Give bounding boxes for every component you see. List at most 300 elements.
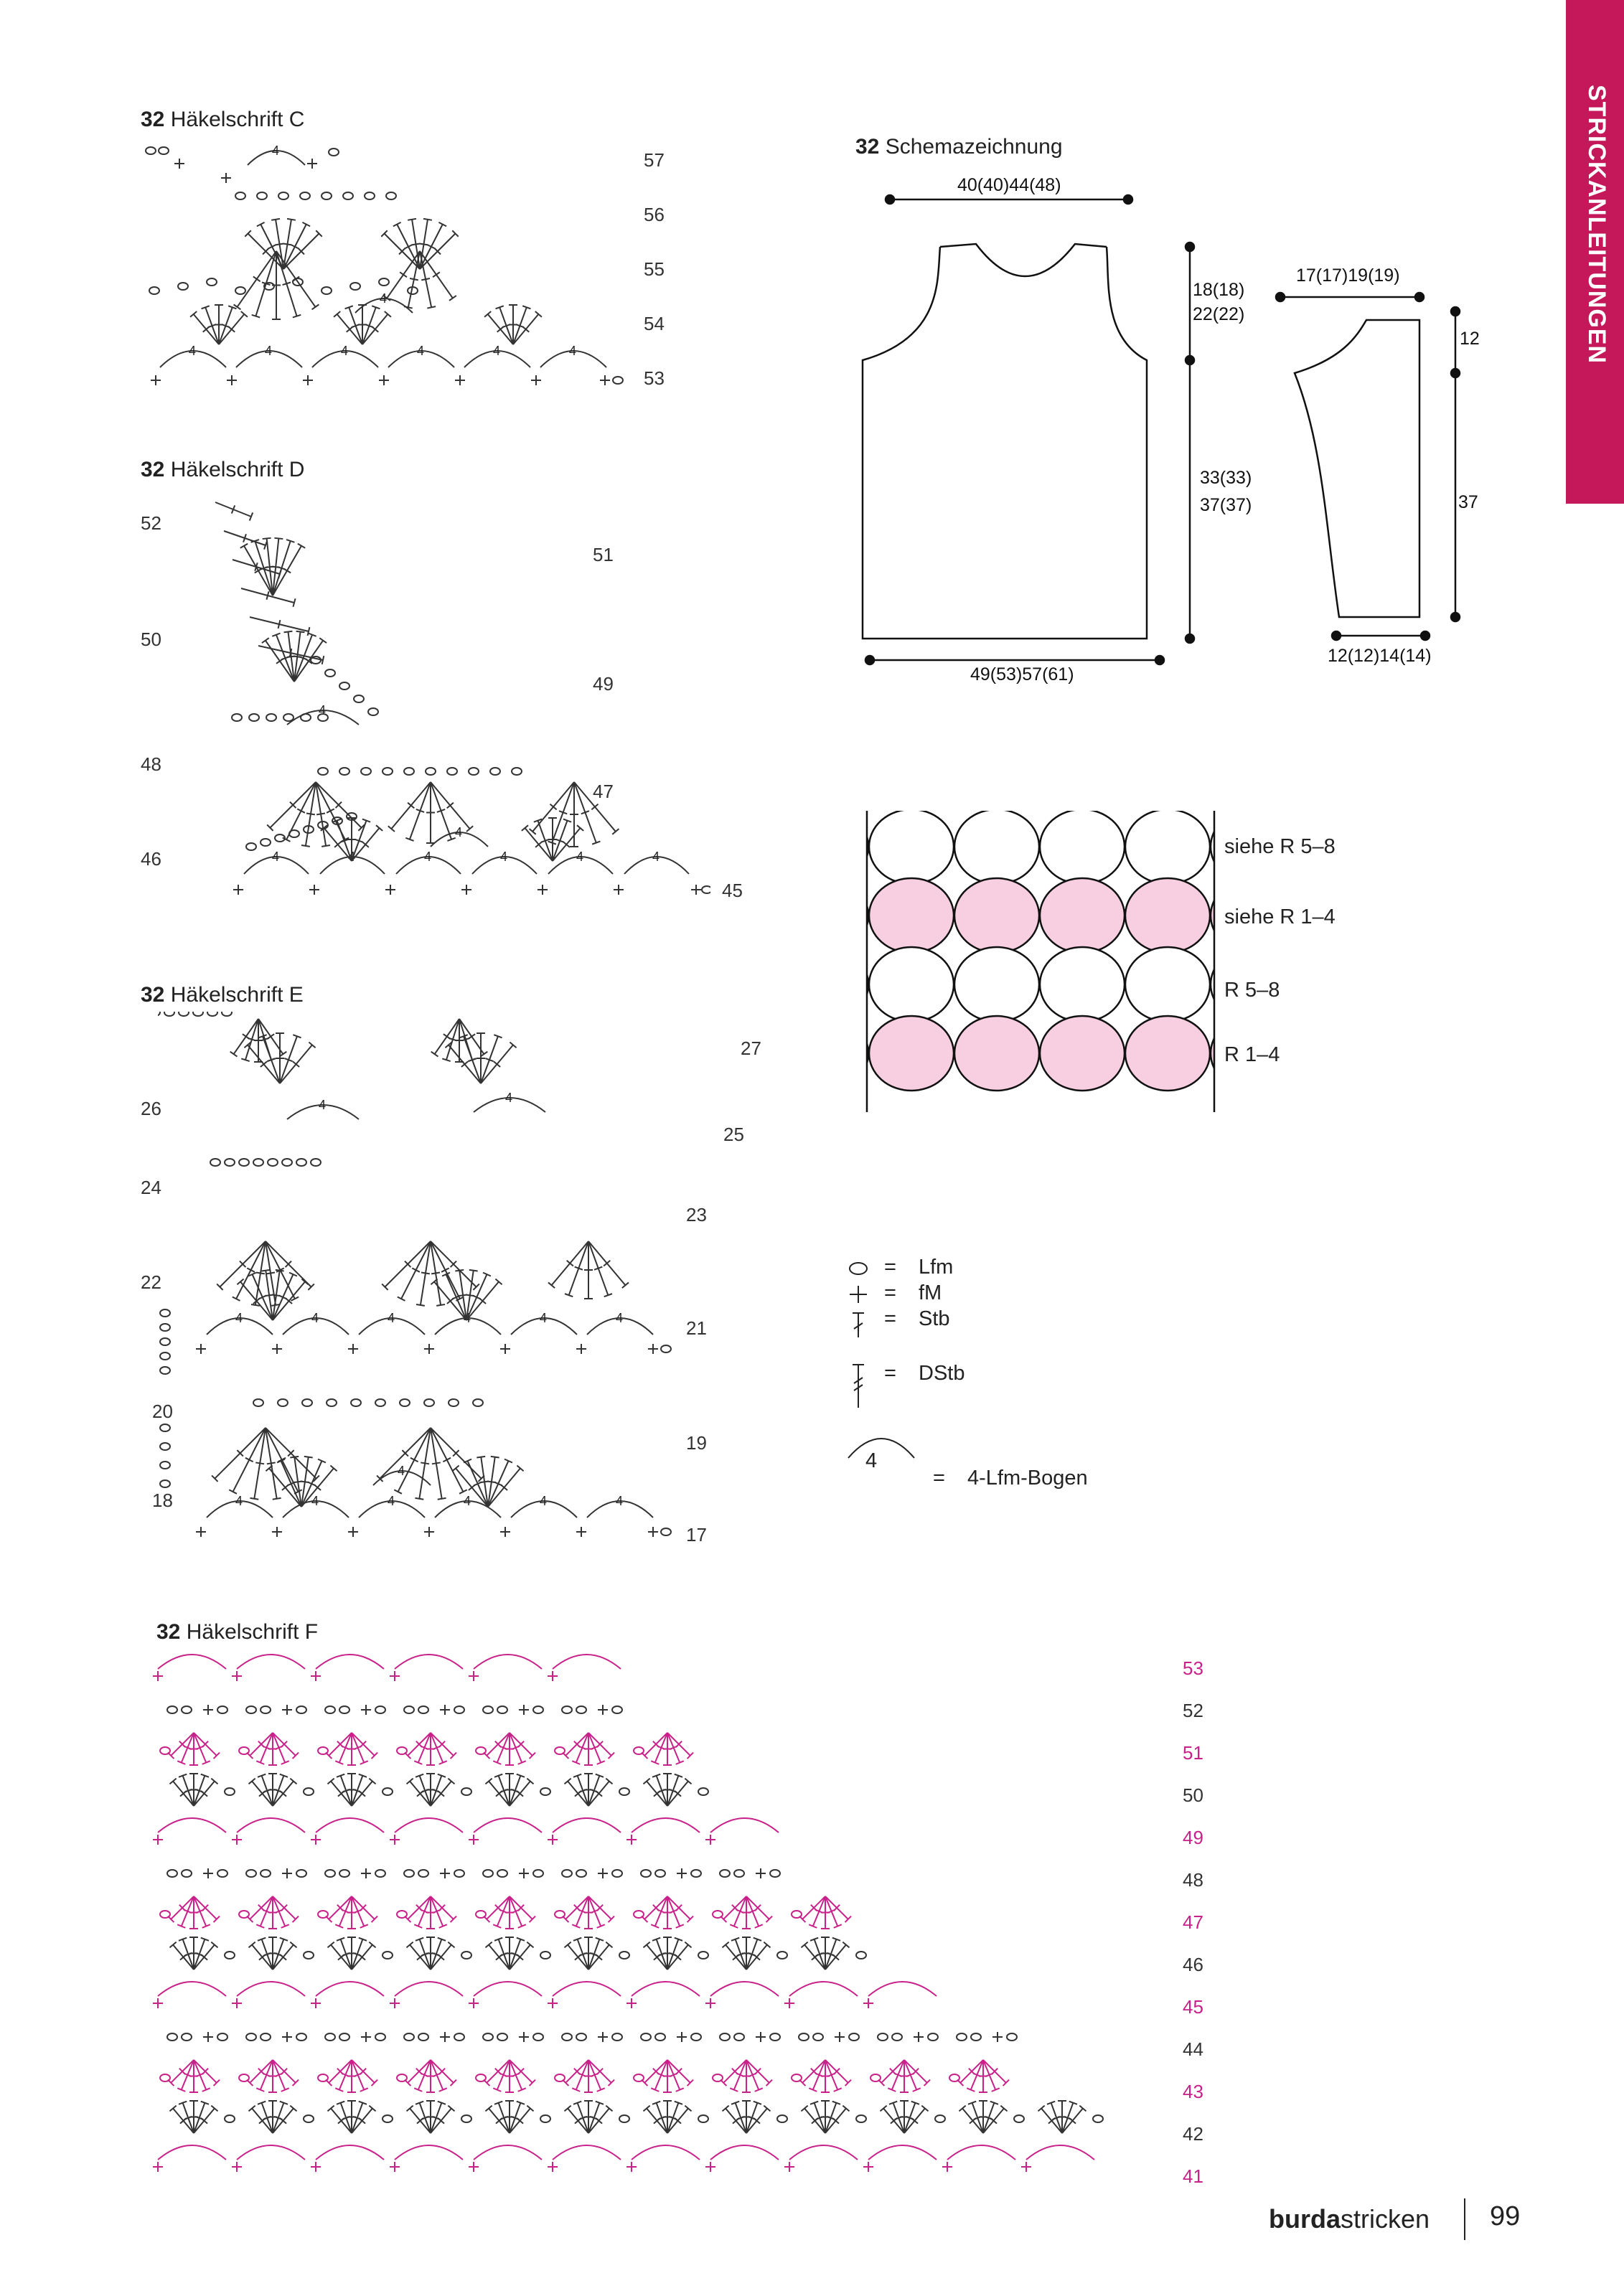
double-crochet-stitch	[825, 1896, 851, 1922]
chain-stitch	[217, 1870, 227, 1877]
double-crochet-stitch	[405, 1733, 431, 1759]
single-crochet-stitch	[469, 1671, 479, 1681]
chain-arc	[158, 2145, 226, 2160]
single-crochet-stitch	[303, 375, 313, 385]
chain-stitch	[351, 1399, 361, 1406]
double-crochet-stitch	[667, 1733, 693, 1759]
double-crochet-stitch	[667, 2060, 684, 2092]
arc-count: 4	[540, 1494, 548, 1508]
pattern-circle	[1125, 947, 1210, 1022]
arc-count: 4	[417, 344, 425, 358]
row-label: 20	[152, 1401, 173, 1422]
diagram-c-title: 32 Häkelschrift C	[141, 108, 305, 131]
chain-arc	[710, 1982, 779, 1996]
chain-arc	[395, 1655, 463, 1669]
chain-stitch	[576, 1870, 586, 1877]
chain-stitch	[512, 768, 522, 775]
double-crochet-stitch	[510, 2106, 534, 2133]
single-crochet-stitch	[626, 2162, 637, 2172]
double-crochet-stitch	[194, 1942, 218, 1970]
single-crochet-stitch	[379, 375, 389, 385]
chain-stitch	[361, 768, 371, 775]
row-label: 51	[593, 544, 614, 565]
double-crochet-stitch	[230, 1019, 258, 1057]
pattern-circle	[1040, 947, 1125, 1022]
row-label: 48	[1183, 1869, 1203, 1891]
double-crochet-stitch	[248, 1942, 273, 1970]
chain-stitch	[935, 2115, 945, 2122]
double-crochet-stitch	[746, 2060, 763, 2092]
chain-stitch	[217, 2033, 227, 2041]
single-crochet-stitch	[519, 1868, 529, 1878]
chain-stitch	[461, 1788, 471, 1795]
double-crochet-stitch	[194, 2060, 220, 2086]
legend-eq: =	[884, 1281, 896, 1304]
single-crochet-stitch	[691, 885, 701, 895]
chain-stitch	[424, 1399, 434, 1406]
double-crochet-stitch	[273, 1942, 297, 1970]
chain-stitch	[282, 1159, 292, 1166]
chain-stitch	[350, 283, 360, 290]
single-crochet-stitch	[705, 2162, 715, 2172]
chain-stitch	[232, 714, 242, 721]
chain-arc	[553, 2145, 621, 2160]
double-crochet-stitch	[485, 1779, 510, 1806]
single-crochet-stitch	[942, 2162, 952, 2172]
footer-divider	[1464, 2198, 1465, 2240]
single-crochet-stitch	[311, 2162, 321, 2172]
double-crochet-stitch	[510, 1733, 535, 1759]
double-crochet-stitch	[415, 1428, 431, 1500]
chain-stitch	[167, 1706, 177, 1713]
single-crochet-stitch	[598, 1705, 608, 1715]
single-crochet-stitch	[424, 1344, 434, 1354]
chain-stitch	[661, 1345, 671, 1352]
double-crochet-stitch	[957, 2060, 983, 2086]
arc-count: 4	[265, 344, 273, 358]
double-crochet-stitch	[316, 782, 330, 847]
chain-stitch	[555, 1747, 565, 1754]
double-crochet-stitch	[362, 311, 391, 344]
dim-body-len-1: 33(33)	[1200, 468, 1252, 488]
single-crochet-stitch	[174, 159, 184, 169]
chain-arc	[474, 1818, 542, 1832]
chain-stitch	[339, 682, 349, 690]
double-crochet-stitch	[273, 1896, 289, 1928]
arc-count: 4	[500, 850, 508, 864]
chain-arc	[237, 1818, 305, 1832]
single-crochet-stitch	[863, 1998, 873, 2008]
single-crochet-stitch	[614, 885, 624, 895]
chain-stitch	[283, 714, 294, 721]
chain-stitch	[856, 1952, 866, 1959]
double-crochet-stitch	[273, 1896, 299, 1922]
double-crochet-stitch	[431, 1896, 456, 1922]
chain-stitch	[160, 1324, 170, 1331]
chain-stitch	[483, 1870, 493, 1877]
chain-stitch	[576, 1706, 586, 1713]
double-crochet-stitch	[667, 1896, 684, 1928]
chain-stitch	[375, 1870, 385, 1877]
chain-stitch	[311, 1159, 321, 1166]
chain-stitch	[792, 1911, 802, 1918]
double-crochet-stitch	[564, 1779, 588, 1806]
double-crochet-stitch	[481, 1043, 517, 1083]
chain-stitch	[278, 192, 288, 199]
pattern-circle	[869, 878, 954, 953]
double-crochet-stitch	[194, 2106, 218, 2133]
double-crochet-stitch	[280, 1035, 301, 1083]
single-crochet-stitch	[756, 1868, 766, 1878]
chain-stitch	[239, 1747, 249, 1754]
arc-count: 4	[398, 1464, 405, 1478]
double-crochet-stitch	[212, 1428, 266, 1482]
diagram-e-title: 32 Häkelschrift E	[141, 983, 304, 1007]
double-crochet-stitch	[327, 1942, 352, 1970]
double-crochet-stitch	[327, 1779, 352, 1806]
pattern-label: siehe R 1–4	[1224, 905, 1336, 928]
double-crochet-stitch	[484, 311, 513, 344]
row-label: 42	[1183, 2123, 1203, 2145]
chain-stitch	[296, 1706, 306, 1713]
double-crochet-stitch	[431, 1019, 459, 1057]
chain-stitch	[469, 768, 479, 775]
single-crochet-stitch	[469, 1835, 479, 1845]
double-crochet-stitch	[431, 1779, 455, 1806]
double-crochet-stitch	[194, 1896, 220, 1922]
double-crochet-stitch	[904, 2106, 929, 2133]
chain-stitch	[698, 1952, 708, 1959]
chain-stitch	[257, 192, 267, 199]
legend-eq: =	[884, 1362, 896, 1385]
double-crochet-stitch	[983, 2106, 1008, 2133]
chain-stitch	[318, 2074, 328, 2081]
pattern-circle	[1040, 878, 1125, 953]
double-crochet-stitch	[799, 1896, 825, 1922]
double-crochet-stitch	[643, 2106, 667, 2133]
single-crochet-stitch	[600, 375, 610, 385]
double-crochet-stitch	[510, 1942, 534, 1970]
single-crochet-stitch	[153, 2162, 163, 2172]
chain-arc	[553, 1982, 621, 1996]
chain-stitch	[612, 2033, 622, 2041]
chain-stitch	[225, 1952, 235, 1959]
double-crochet-stitch	[194, 2060, 210, 2092]
double-crochet-stitch	[459, 1035, 481, 1083]
chain-stitch	[301, 714, 311, 721]
double-crochet-stitch	[530, 782, 574, 834]
chain-stitch	[849, 2033, 859, 2041]
double-crochet-stitch	[522, 825, 553, 861]
chain-stitch	[318, 1747, 328, 1754]
chain-stitch	[655, 2033, 665, 2041]
single-crochet-stitch	[1021, 2162, 1031, 2172]
chain-stitch	[225, 1159, 235, 1166]
chain-stitch	[533, 1870, 543, 1877]
chain-stitch	[182, 1706, 192, 1713]
chain-stitch	[160, 1911, 170, 1918]
double-crochet-stitch	[405, 1896, 431, 1922]
chain-stitch	[476, 1747, 486, 1754]
single-crochet-stitch	[576, 1527, 586, 1537]
single-crochet-stitch	[469, 2162, 479, 2172]
double-crochet-stitch	[273, 1779, 297, 1806]
chain-stitch	[164, 1012, 174, 1016]
diagram-d-chart	[172, 488, 710, 918]
double-crochet-stitch	[878, 2060, 904, 2086]
single-crochet-stitch	[626, 1998, 637, 2008]
double-crochet-stitch	[194, 1779, 218, 1806]
chain-stitch	[698, 1788, 708, 1795]
chain-stitch	[329, 149, 339, 156]
chain-stitch	[691, 2033, 701, 2041]
footer-brand: burdastricken	[1269, 2204, 1430, 2234]
chain-stitch	[246, 1706, 256, 1713]
single-crochet-stitch	[385, 885, 395, 895]
double-crochet-stitch	[588, 2106, 613, 2133]
chain-stitch	[661, 1528, 671, 1535]
row-label: 56	[644, 204, 665, 225]
double-crochet-stitch	[352, 2060, 368, 2092]
row-label: 47	[593, 781, 614, 802]
double-crochet-stitch	[983, 2060, 1009, 2086]
chain-arc	[316, 1655, 384, 1669]
double-crochet-stitch	[485, 1942, 510, 1970]
chain-stitch	[160, 1462, 170, 1469]
chain-stitch	[261, 839, 271, 846]
double-crochet-stitch	[280, 1043, 316, 1083]
double-crochet-stitch	[431, 2060, 456, 2086]
arc-count: 4	[616, 1494, 624, 1508]
chain-stitch	[225, 1788, 235, 1795]
chain-stitch	[261, 1870, 271, 1877]
dim-body-bottom: 49(53)57(61)	[970, 664, 1074, 684]
chain-arc	[158, 1982, 226, 1996]
double-crochet-stitch	[643, 1779, 667, 1806]
double-crochet-stitch	[194, 1733, 210, 1764]
chain-stitch	[777, 1952, 787, 1959]
chain-stitch	[368, 708, 378, 715]
chain-stitch	[382, 2115, 393, 2122]
double-crochet-stitch	[352, 2106, 376, 2133]
dim-body-top: 40(40)44(48)	[957, 175, 1061, 195]
double-crochet-stitch	[667, 1733, 684, 1764]
row-label: 53	[1183, 1657, 1203, 1679]
arc-count: 4	[319, 703, 327, 718]
dim-armhole-1: 18(18)	[1193, 280, 1245, 300]
diagram-c-chart	[140, 144, 642, 402]
single-crochet-stitch	[598, 1868, 608, 1878]
single-crochet-icon	[850, 1286, 867, 1303]
chain-stitch	[770, 2033, 780, 2041]
chain-stitch	[734, 1870, 744, 1877]
legend-eq: =	[933, 1467, 945, 1490]
chain-stitch	[225, 2115, 235, 2122]
chain-stitch	[397, 1747, 407, 1754]
chain-stitch	[734, 2033, 744, 2041]
single-crochet-stitch	[272, 1527, 282, 1537]
chain-stitch	[461, 2115, 471, 2122]
double-crochet-stitch	[326, 2060, 352, 2086]
chain-stitch	[321, 287, 332, 294]
chain-stitch	[476, 2074, 486, 2081]
double-crochet-stitch	[825, 2060, 851, 2086]
pattern-circle	[954, 809, 1039, 884]
double-crochet-stitch	[283, 219, 296, 269]
chain-stitch	[160, 1747, 170, 1754]
chain-arc	[868, 1982, 937, 1996]
chain-stitch	[386, 192, 396, 199]
single-crochet-stitch	[390, 1671, 400, 1681]
double-crochet-stitch	[667, 1942, 692, 1970]
arc-count: 4	[388, 1494, 395, 1508]
chain-stitch	[449, 1399, 459, 1406]
legend-label-dstb: DStb	[919, 1362, 965, 1385]
chain-stitch	[207, 1012, 217, 1016]
double-crochet-stitch	[169, 2106, 194, 2133]
chain-arc	[632, 1818, 700, 1832]
double-crochet-stitch	[431, 1428, 446, 1500]
single-crochet-stitch	[348, 1527, 358, 1537]
single-crochet-stitch	[548, 1671, 558, 1681]
row-label: 46	[1183, 1954, 1203, 1975]
chain-arc	[395, 1982, 463, 1996]
chain-stitch	[382, 1788, 393, 1795]
chain-stitch	[655, 1870, 665, 1877]
double-crochet-stitch	[510, 2060, 535, 2086]
double-crochet-stitch	[431, 1428, 484, 1482]
chain-stitch	[476, 1911, 486, 1918]
single-crochet-stitch	[348, 1344, 358, 1354]
row-label: 54	[644, 313, 665, 334]
pattern-label: R 5–8	[1224, 979, 1280, 1002]
single-crochet-stitch	[500, 1527, 510, 1537]
single-crochet-stitch	[153, 1998, 163, 2008]
chain-stitch	[483, 1706, 493, 1713]
double-crochet-stitch	[431, 1733, 447, 1764]
single-crochet-stitch	[361, 2032, 371, 2042]
arc-count: 4	[388, 1311, 395, 1325]
double-crochet-stitch	[825, 1942, 850, 1970]
chain-stitch	[339, 2033, 349, 2041]
chain-arc	[789, 2145, 858, 2160]
double-crochet-stitch	[904, 2060, 921, 2092]
chain-arc	[316, 1982, 384, 1996]
double-crochet-stitch	[247, 2060, 273, 2086]
single-crochet-stitch	[648, 1344, 658, 1354]
arc-count: 4	[272, 144, 280, 158]
double-crochet-stitch	[485, 2106, 510, 2133]
chain-stitch	[813, 2033, 823, 2041]
single-crochet-stitch	[232, 2162, 242, 2172]
dim-sleeve-top: 17(17)19(19)	[1296, 265, 1400, 286]
chain-stitch	[304, 1788, 314, 1795]
double-crochet-stitch	[722, 1942, 746, 1970]
single-crochet-stitch	[784, 1998, 794, 2008]
double-crochet-stitch	[667, 1779, 692, 1806]
row-label: 44	[1183, 2038, 1203, 2060]
chain-stitch	[278, 1399, 288, 1406]
single-crochet-stitch	[282, 1868, 292, 1878]
double-crochet-stitch	[487, 1457, 499, 1507]
chain-arc	[710, 2145, 779, 2160]
single-crochet-stitch	[311, 1671, 321, 1681]
double-crochet-stitch	[431, 2106, 455, 2133]
chain-stitch	[404, 768, 414, 775]
diagram-e-chart	[158, 1012, 732, 1571]
row-label: 48	[141, 753, 161, 775]
diagram-f-chart	[144, 1650, 1163, 2174]
chain-stitch	[296, 1159, 306, 1166]
double-crochet-stitch	[563, 1733, 588, 1759]
single-crochet-stitch	[232, 1998, 242, 2008]
chain-stitch	[400, 1399, 410, 1406]
chain-stitch	[770, 1870, 780, 1877]
pattern-circle	[1125, 1016, 1210, 1091]
schema-title: 32 Schemazeichnung	[855, 135, 1063, 159]
double-crochet-stitch	[247, 1896, 273, 1922]
single-crochet-stitch	[440, 1705, 450, 1715]
chain-stitch	[339, 1870, 349, 1877]
chain-arc	[395, 2145, 463, 2160]
chain-stitch	[418, 1870, 428, 1877]
single-crochet-stitch	[677, 2032, 687, 2042]
chain-arc	[632, 2145, 700, 2160]
double-crochet-stitch	[746, 1896, 763, 1928]
double-crochet-stitch	[416, 1241, 431, 1306]
single-crochet-stitch	[361, 1868, 371, 1878]
chain-stitch	[217, 1706, 227, 1713]
row-label: 41	[1183, 2165, 1203, 2187]
single-crochet-stitch	[531, 375, 541, 385]
double-crochet-stitch	[382, 1241, 431, 1290]
chain-stitch	[490, 768, 500, 775]
double-crochet-stitch	[431, 1733, 456, 1759]
double-crochet-stitch	[420, 251, 436, 309]
chain-stitch	[339, 1706, 349, 1713]
single-crochet-stitch	[440, 1868, 450, 1878]
single-crochet-stitch	[677, 1868, 687, 1878]
double-crochet-stitch	[565, 1241, 588, 1297]
chain-stitch	[343, 192, 353, 199]
double-crochet-stitch	[301, 782, 316, 847]
double-crochet-stitch	[406, 1942, 431, 1970]
row-label: 45	[1183, 1996, 1203, 2018]
chain-stitch	[870, 2074, 881, 2081]
chain-stitch	[375, 2033, 385, 2041]
double-crochet-stitch	[548, 1241, 588, 1288]
chain-stitch	[382, 768, 393, 775]
double-crochet-stitch	[746, 2106, 771, 2133]
row-label: 50	[141, 629, 161, 650]
single-crochet-stitch	[203, 1705, 213, 1715]
double-crochet-stitch	[721, 1896, 746, 1922]
chain-stitch	[634, 1911, 644, 1918]
double-crochet-stitch	[588, 1733, 614, 1759]
single-crochet-stitch	[282, 2032, 292, 2042]
double-crochet-stitch	[276, 251, 301, 317]
chain-stitch	[473, 1399, 483, 1406]
double-crochet-stitch	[722, 2106, 746, 2133]
chain-stitch	[159, 147, 169, 154]
chain-stitch	[146, 147, 156, 154]
double-crochet-stitch	[801, 2106, 825, 2133]
arc-count: 4	[424, 850, 432, 864]
row-label: 52	[1183, 1700, 1203, 1721]
legend-label-lfm: Lfm	[919, 1256, 954, 1279]
chain-stitch	[1093, 2115, 1103, 2122]
row-label: 25	[723, 1124, 744, 1145]
